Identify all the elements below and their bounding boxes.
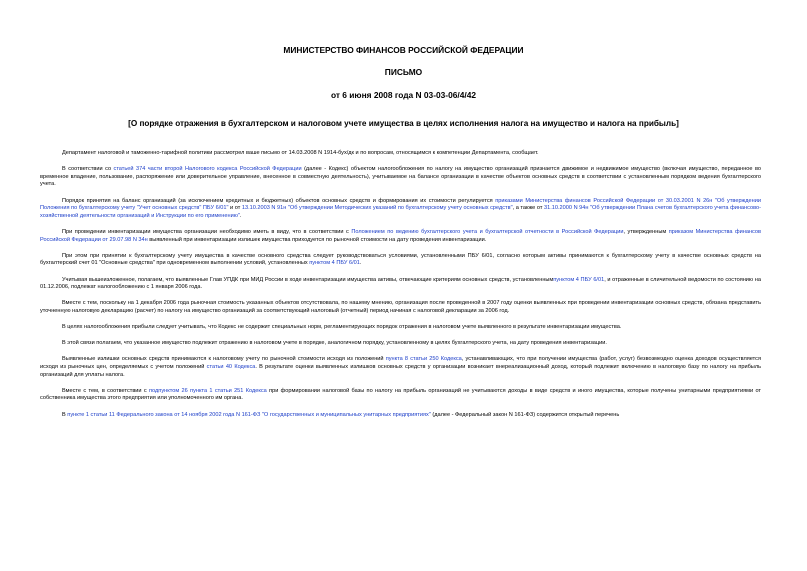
document-subject: [О порядке отражения в бухгалтерском и налоговом учете имущества в целях исполнения налога на имущество и налога на прибыль] [128,119,679,128]
document-date-number: от 6 июня 2008 года N 03-03-06/4/42 [330,90,477,100]
paragraph-text: (далее - Кодекс) объектом налогообложения по налогу на имущество организаций признается движимое и недвижимое имущество (включая имущество, переданное во временное владение, пользование, распоряжение или доверительное управление, внесенное в совместную деятельность), учитываемое на балансе организации в качестве объектов основных средств в соответствии с установленным порядком ведения бухгалтерского учета. [40,166,761,188]
paragraph-text: . В результате оценки выявленных излишков основных средств у организации возникает внереализационный доход, который подлежит включению в налоговую базу по налогу на прибыль организаций для уплаты налога. [40,364,761,378]
paragraph-text: Выявленные излишки основных средств принимаются к налоговому учету по рыночной стоимости исходя из положений [62,356,386,363]
ministry-heading: МИНИСТЕРСТВО ФИНАНСОВ РОССИЙСКОЙ ФЕДЕРАЦИИ [283,45,524,55]
paragraph [40,324,761,332]
paragraph-text: При этом при принятии к бухгалтерскому учету имущества в качестве основного средства следует руководствоваться условиями, установленными ПБУ 6/01, согласно которым активы принимаются к бухгалтерскому учету в качестве основных средств на бухгалтерский счет 01 "Основные средства" при одновременном выполнении условий, установленных [40,252,761,267]
paragraph-text: При проведении инвентаризации имущества организации необходимо иметь в виду, что в соответствии с [62,228,352,235]
paragraph-text: , утвержденным [623,228,669,235]
paragraph [40,412,761,420]
document-link[interactable]: приказами Министерства финансов Российской Федерации от 30.03.2001 N 26н "Об утверждении Положения по бухгалтерскому учету "Учет основных средств" ПБУ 6/01" [40,197,762,212]
paragraph [40,388,761,403]
paragraph-text: . [239,212,242,219]
document-link[interactable]: пункта 8 статьи 250 Кодекса [385,356,462,363]
document-type: ПИСЬМО [384,67,423,77]
document-link[interactable]: Положением по ведению бухгалтерского учета и бухгалтерской отчетности в Российской Федерации [351,228,624,235]
paragraph [40,150,761,158]
paragraph-text: Порядок принятия на баланс организаций (за исключением кредитных и бюджетных) объектов основных средств и формирования их стоимости регулируется [62,197,496,204]
paragraph [40,198,761,221]
paragraph-text: и от [228,205,242,212]
document-link[interactable]: статьи 40 Кодекса [206,364,256,371]
document-link[interactable]: пунктом 4 ПБУ 6/01 [553,276,605,283]
paragraph [40,253,761,268]
paragraph-text: В соответствии со [62,166,114,173]
document-link[interactable]: приказом Министерства финансов Российской Федерации от 29.07.98 N 34н [40,228,761,243]
document-link[interactable]: статьей 374 части второй Налогового кодекса Российской Федерации [113,166,302,173]
paragraph-text: В этой связи полагаем, что указанное имущество подлежит отражению в налоговом учете в порядке, аналогичном порядку, установленному в целях бухгалтерского учета, на дату проведения инвентаризации. [62,340,607,347]
paragraph [40,166,761,189]
document-link[interactable]: 31.10.2000 N 94н "Об утверждении Плана счетов бухгалтерского учета финансово-хозяйственной деятельности организаций и Инструкции по его применению" [40,205,761,219]
paragraph [40,300,761,315]
paragraph-text: , устанавливающих, что при получении имущества (работ, услуг) безвозмездно оценка доходов осуществляется исходя из рыночных цен, определяемых с учетом положений [40,356,761,371]
paragraph-text: , а также от [512,205,544,212]
paragraph-text: Учитывая вышеизложенное, полагаем, что выявленные Глав УПДК при МИД России в ходе инвентаризации имущества активы, отвечающие критериям основных средств, установленным [62,276,554,283]
document-link[interactable]: пунктом 4 ПБУ 6/01 [309,260,360,267]
paragraph [40,229,761,244]
paragraph [40,356,761,379]
paragraph-text: , и отраженные в сличительной ведомости по состоянию на 01.12.2006, подлежат налогообложению с 1 января 2006 года. [40,276,761,291]
paragraph-text: Вместе с тем, поскольку на 1 декабря 2006 года рыночная стоимость указанных объектов отсутствовала, по нашему мнению, организация после проведенной в 2007 году оценки выявленных при проведении инвентаризации основных средств, обязана представить уточненную налоговую декларацию (расчет) по налогу на имущество организаций за соответствующий налоговый (отчетный) период начиная с налоговой декларации за 2006 год. [40,300,761,314]
paragraph-text: . [359,260,362,267]
paragraph [40,277,761,292]
paragraph-text: выявленный при инвентаризации излишек имущества приходуется по рыночной стоимости на дату проведения инвентаризации. [147,236,487,243]
paragraph-text: Вместе с тем, в соответствии с [62,387,150,394]
document-body [40,150,761,428]
paragraph-text: Департамент налоговой и таможенно-тарифной политики рассмотрел ваше письмо от 14.03.2008 N 1914-бух/дк и по вопросам, относящимся к компетенции Департамента, сообщает. [62,150,539,156]
document-link[interactable]: подпунктом 26 пункта 1 статьи 251 Кодекса [149,387,267,394]
paragraph-text: (далее - Федеральный закон N 161-ФЗ) содержится открытый перечень [430,411,620,418]
paragraph [40,340,761,348]
paragraph-text: В [62,411,68,418]
document-link[interactable]: 13.10.2003 N 91н "Об утверждении Методических указаний по бухгалтерскому учету основных средств" [241,205,513,212]
paragraph-text: при формировании налоговой базы по налогу на прибыль организаций не учитываются доходы в виде средств и иного имущества, которые получены унитарными предприятиями от собственника имущества этого предприятия или уполномоченного им органа. [40,387,761,402]
paragraph-text: В целях налогообложения прибыли следует учитывать, что Кодекс не содержит специальных норм, регламентирующих порядок отражения в налоговом учете выявленного в результате инвентаризации имущества. [62,324,622,331]
document-link[interactable]: пункте 1 статьи 11 Федерального закона от 14 ноября 2002 года N 161-ФЗ "О государственных и муниципальных унитарных предприятиях" [67,411,431,418]
